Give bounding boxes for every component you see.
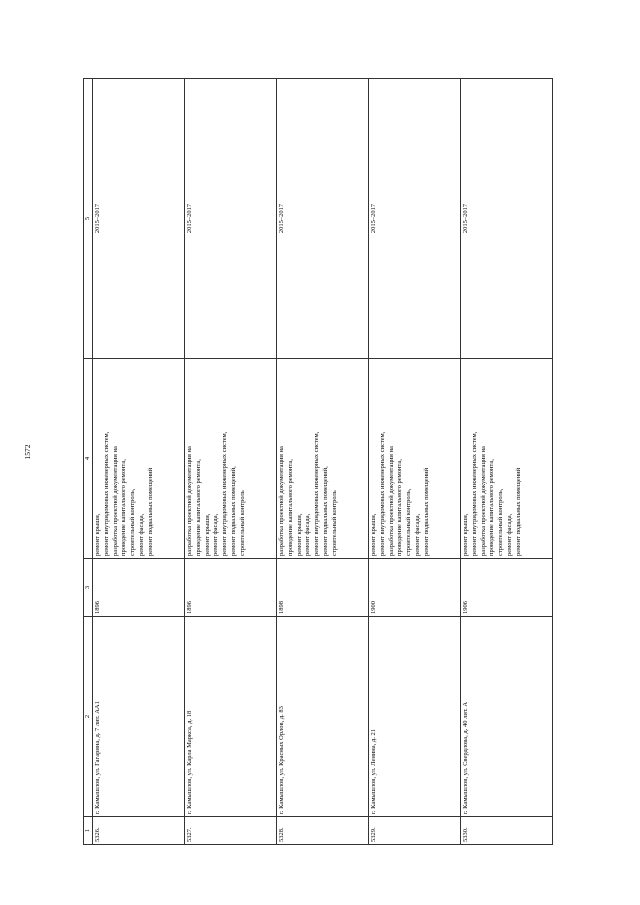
table-row <box>185 79 277 845</box>
row-number-cell: 5330. <box>461 817 553 845</box>
work-item: проведение капитального ремонта, <box>194 459 202 556</box>
term-cell: 2015–2017 <box>277 79 369 359</box>
work-item: ремонт подвальных помещений <box>422 467 430 556</box>
column-header: 3 <box>84 559 93 617</box>
construction-year-cell: 1896 <box>93 559 185 617</box>
work-item: ремонт фасада, <box>413 513 421 556</box>
page-number: 1572 <box>23 444 32 460</box>
address-cell: г. Камышлов, ул. Карла Маркса, д. 18 <box>185 617 277 817</box>
work-item: ремонт крыши, <box>462 513 469 556</box>
address-cell: г. Камышлов, ул. Свердлова, д. 40 лит. А <box>461 617 553 817</box>
work-item: ремонт подвальных помещений, <box>229 466 237 556</box>
row-number-cell: 5328. <box>277 817 369 845</box>
work-item: строительный контроль, <box>129 488 137 556</box>
work-item: строительный контроль <box>238 490 246 556</box>
work-item: ремонт крыши, <box>203 513 211 556</box>
column-header: 2 <box>84 617 93 817</box>
table-row <box>461 79 553 845</box>
work-item: ремонт подвальных помещений, <box>321 466 329 556</box>
table-header-row <box>84 79 93 845</box>
works-cell <box>461 359 553 559</box>
work-item: ремонт подвальных помещений <box>514 467 522 556</box>
works-cell <box>185 359 277 559</box>
table-row <box>369 79 461 845</box>
works-cell <box>277 359 369 559</box>
work-item: разработка проектной документации на <box>479 446 487 556</box>
column-header: 4 <box>84 359 93 559</box>
work-item: ремонт фасада, <box>304 513 312 556</box>
row-number-cell: 5326. <box>93 817 185 845</box>
work-item: разработка проектной документации на <box>186 446 193 556</box>
work-item: ремонт крыши, <box>94 513 101 556</box>
work-item: ремонт подвальных помещений <box>146 467 154 556</box>
work-item: строительный контроль, <box>497 488 505 556</box>
register-table <box>83 78 553 845</box>
work-item: ремонт крыши, <box>295 513 303 556</box>
table-row <box>93 79 185 845</box>
work-item: ремонт фасада, <box>505 513 513 556</box>
work-item: проведение капитального ремонта, <box>488 459 496 556</box>
address-cell: г. Камышлов, ул. Гагарина, д. 7 лит. АА1 <box>93 617 185 817</box>
construction-year-cell: 1898 <box>277 559 369 617</box>
row-number-cell: 5329. <box>369 817 461 845</box>
term-cell: 2015–2017 <box>461 79 553 359</box>
work-item: разработка проектной документации на <box>111 446 119 556</box>
works-cell <box>93 359 185 559</box>
works-cell <box>369 359 461 559</box>
construction-year-cell: 1896 <box>185 559 277 617</box>
work-item: ремонт внутридомовых инженерных систем, <box>102 431 110 556</box>
work-item: разработка проектной документации на <box>387 446 395 556</box>
work-item: ремонт внутридомовых инженерных систем, <box>221 431 229 556</box>
address-cell: г. Камышлов, ул. Ленина, д. 21 <box>369 617 461 817</box>
work-item: ремонт внутридомовых инженерных систем, <box>313 431 321 556</box>
work-item: проведение капитального ремонта, <box>396 459 404 556</box>
work-item: ремонт внутридомовых инженерных систем, <box>378 431 386 556</box>
work-item: ремонт крыши, <box>370 513 377 556</box>
work-item: разработка проектной документации на <box>278 446 285 556</box>
register-table-wrapper <box>83 78 553 845</box>
work-item: ремонт фасада, <box>137 513 145 556</box>
work-item: строительный контроль <box>330 490 338 556</box>
table-row <box>277 79 369 845</box>
construction-year-cell: 1900 <box>369 559 461 617</box>
work-item: ремонт внутридомовых инженерных систем, <box>470 431 478 556</box>
work-item: проведение капитального ремонта, <box>120 459 128 556</box>
construction-year-cell: 1906 <box>461 559 553 617</box>
column-header: 5 <box>84 79 93 359</box>
term-cell: 2015–2017 <box>93 79 185 359</box>
work-item: ремонт фасада, <box>212 513 220 556</box>
work-item: проведение капитального ремонта, <box>286 459 294 556</box>
term-cell: 2015–2017 <box>185 79 277 359</box>
row-number-cell: 5327. <box>185 817 277 845</box>
work-item: строительный контроль, <box>405 488 413 556</box>
column-header: 1 <box>84 817 93 845</box>
address-cell: г. Камышлов, ул. Красных Орлов, д. 83 <box>277 617 369 817</box>
term-cell: 2015–2017 <box>369 79 461 359</box>
